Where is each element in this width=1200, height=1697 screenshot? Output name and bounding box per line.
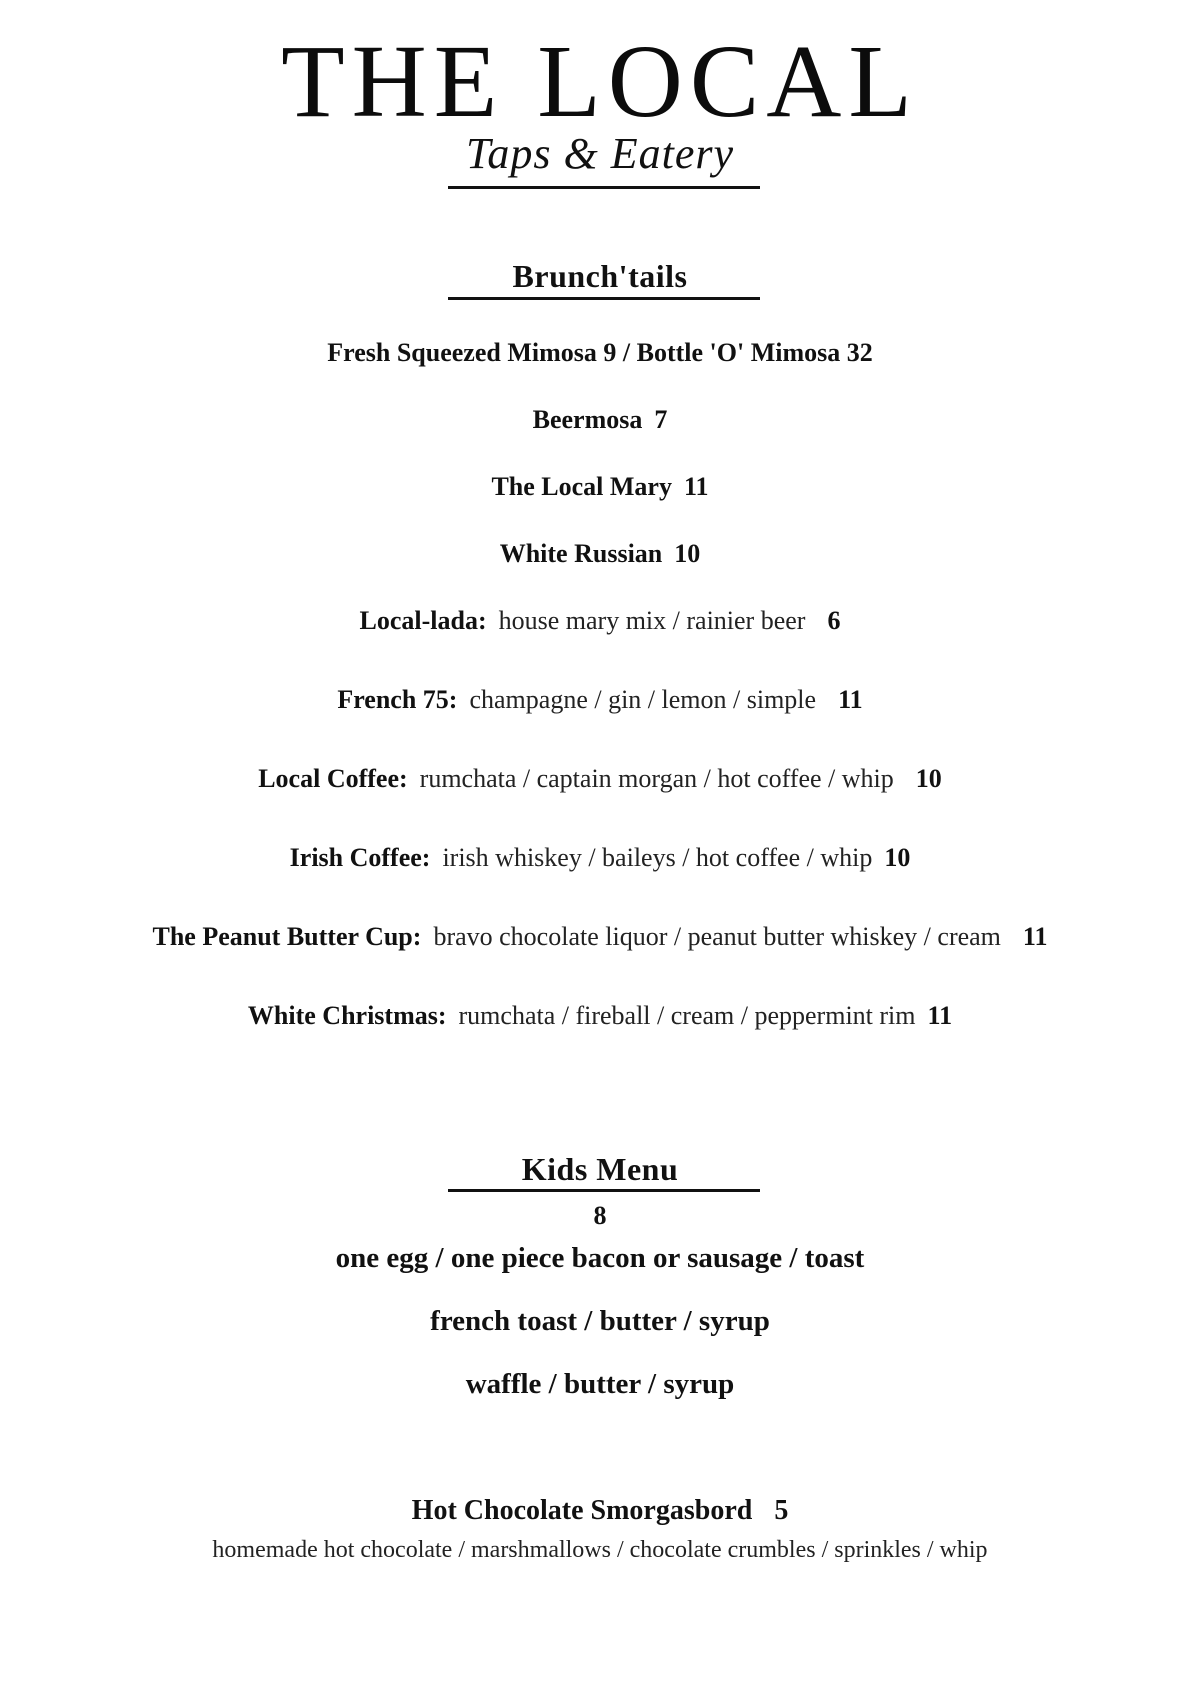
menu-item-name: The Local Mary	[491, 472, 672, 501]
header-divider	[448, 186, 760, 189]
menu-item-description: house mary mix / rainier beer	[498, 606, 806, 635]
menu-item-price: 11	[1022, 922, 1048, 951]
menu-item-local-mary	[0, 474, 1200, 500]
menu-item-price: 10	[884, 843, 911, 872]
menu-item-description: rumchata / captain morgan / hot coffee / whip	[419, 764, 894, 793]
section-title-kids-menu: Kids Menu	[521, 1151, 679, 1187]
menu-item-name: French 75:	[337, 685, 458, 714]
menu-item-name: Fresh Squeezed Mimosa 9 / Bottle 'O' Mimosa 32	[327, 338, 873, 367]
hot-chocolate-name: Hot Chocolate Smorgasbord	[411, 1495, 753, 1526]
menu-item-beermosa	[0, 407, 1200, 433]
restaurant-tagline: Taps & Eatery	[465, 129, 735, 178]
menu-item-price: 11	[927, 1001, 953, 1030]
menu-item-price: 11	[838, 685, 863, 714]
kids-menu-item: one egg / one piece bacon or sausage / toast	[335, 1242, 865, 1274]
menu-item-price: 7	[654, 405, 668, 434]
kids-menu-item: waffle / butter / syrup	[465, 1368, 735, 1400]
brunchtails-divider	[448, 297, 760, 300]
menu-item-price: 6	[827, 606, 841, 635]
menu-item-price: 11	[683, 472, 709, 501]
menu-item-irish-coffee	[0, 845, 1200, 871]
hot-chocolate-heading	[0, 1497, 1200, 1525]
section-title-brunchtails: Brunch'tails	[512, 258, 688, 294]
kids-menu-price: 8	[593, 1201, 607, 1230]
menu-item-description: irish whiskey / baileys / hot coffee / whip	[442, 843, 873, 872]
menu-item-name: White Russian	[499, 539, 663, 568]
menu-item-name: White Christmas:	[247, 1001, 447, 1030]
kids-menu-divider	[448, 1189, 760, 1192]
menu-item-mimosa	[0, 340, 1200, 366]
menu-item-description: bravo chocolate liquor / peanut butter whiskey / cream	[433, 922, 1001, 951]
menu-item-french-75	[0, 687, 1200, 713]
menu-item-local-lada	[0, 608, 1200, 634]
menu-item-description: champagne / gin / lemon / simple	[469, 685, 817, 714]
menu-item-peanut-butter-cup	[0, 924, 1200, 950]
menu-item-name: The Peanut Butter Cup:	[152, 922, 422, 951]
menu-item-white-christmas	[0, 1003, 1200, 1029]
hot-chocolate-description: homemade hot chocolate / marshmallows / chocolate crumbles / sprinkles / whip	[212, 1537, 988, 1563]
menu-item-white-russian	[0, 541, 1200, 567]
kids-menu-item: french toast / butter / syrup	[430, 1305, 770, 1337]
menu-item-local-coffee	[0, 766, 1200, 792]
menu-item-price: 10	[915, 764, 942, 793]
menu-item-name: Local-lada:	[359, 606, 487, 635]
restaurant-name: THE LOCAL	[281, 24, 919, 139]
menu-item-name: Local Coffee:	[258, 764, 408, 793]
menu-item-price: 10	[674, 539, 701, 568]
menu-item-description: rumchata / fireball / cream / peppermint rim	[458, 1001, 916, 1030]
hot-chocolate-price: 5	[774, 1495, 789, 1526]
menu-item-name: Irish Coffee:	[289, 843, 431, 872]
menu-item-name: Beermosa	[532, 405, 643, 434]
